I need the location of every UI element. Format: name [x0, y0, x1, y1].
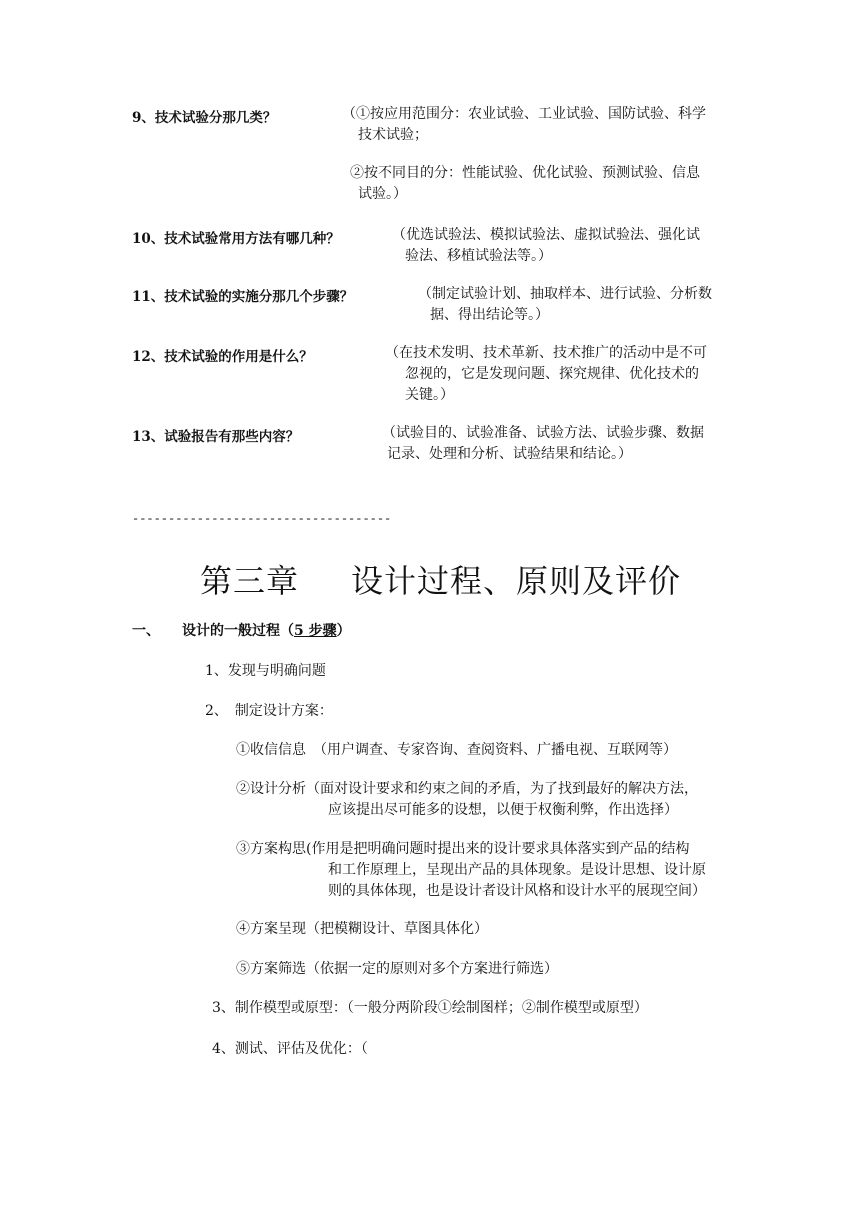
substep-4: ④方案呈现（把模糊设计、草图具体化）	[236, 921, 488, 937]
question-9: 9、技术试验分那几类？	[132, 110, 277, 126]
answer-12-line1: （在技术发明、技术革新、技术推广的活动中是不可	[385, 345, 707, 361]
answer-13-line2: 记录、处理和分析、试验结果和结论。）	[387, 446, 632, 462]
substep-5: ⑤方案筛选（依据一定的原则对多个方案进行筛选）	[236, 961, 558, 977]
answer-9a-line2: 技术试验；	[358, 127, 428, 143]
step-4: 4、测试、评估及优化：（	[212, 1041, 368, 1057]
answer-10-line1: （优选试验法、模拟试验法、虚拟试验法、强化试	[392, 227, 700, 243]
substep-1: ①收信信息 （用户调查、专家咨询、查阅资料、广播电视、互联网等）	[236, 742, 677, 758]
answer-11-line2: 据、得出结论等。）	[430, 307, 549, 323]
answer-11-line1: （制定试验计划、抽取样本、进行试验、分析数	[418, 286, 712, 302]
section-step-count: 5 步骤	[294, 623, 337, 639]
question-12: 12、技术试验的作用是什么？	[132, 349, 313, 365]
question-10: 10、技术试验常用方法有哪几种？	[132, 231, 340, 247]
chapter-title: 设计过程、原则及评价	[351, 562, 682, 600]
answer-12-line3: 关键。）	[405, 387, 454, 403]
section-heading	[132, 620, 351, 640]
substep-3-line1: ③方案构思(作用是把明确问题时提出来的设计要求具体落实到产品的结构	[236, 841, 690, 857]
section-number: 一、	[132, 623, 160, 639]
answer-10-line2: 验法、移植试验法等。）	[405, 248, 552, 264]
substep-2-line2: 应该提出尽可能多的设想，以便于权衡利弊，作出选择）	[328, 802, 678, 818]
step-3: 3、制作模型或原型：（一般分两阶段①绘制图样；②制作模型或原型）	[212, 1000, 648, 1016]
chapter-heading	[200, 556, 681, 602]
answer-9a-line1: （①按应用范围分：农业试验、工业试验、国防试验、科学	[342, 106, 706, 122]
answer-9b-line2: 试验。）	[358, 186, 407, 202]
section-title: 设计的一般过程（	[182, 623, 294, 639]
substep-3-line2: 和工作原理上，呈现出产品的具体现象。是设计思想、设计原	[328, 862, 706, 878]
answer-9b-line1: ②按不同目的分：性能试验、优化试验、预测试验、信息	[350, 165, 700, 181]
answer-13-line1: （试验目的、试验准备、试验方法、试验步骤、数据	[382, 425, 704, 441]
substep-2-line1: ②设计分析（面对设计要求和约束之间的矛盾，为了找到最好的解决方法，	[236, 781, 698, 797]
step-2: 2、 制定设计方案：	[205, 703, 333, 719]
question-13: 13、试验报告有那些内容？	[132, 429, 300, 445]
answer-12-line2: 忽视的，它是发现问题、探究规律、优化技术的	[405, 366, 699, 382]
section-title-close: ）	[336, 623, 351, 639]
substep-3-line3: 则的具体体现，也是设计者设计风格和设计水平的展现空间）	[328, 883, 706, 899]
chapter-number: 第三章	[200, 562, 300, 600]
dashed-divider: ------------------------------------	[132, 512, 392, 526]
question-11: 11、技术试验的实施分那几个步骤？	[132, 289, 354, 305]
step-1: 1、发现与明确问题	[205, 663, 326, 679]
